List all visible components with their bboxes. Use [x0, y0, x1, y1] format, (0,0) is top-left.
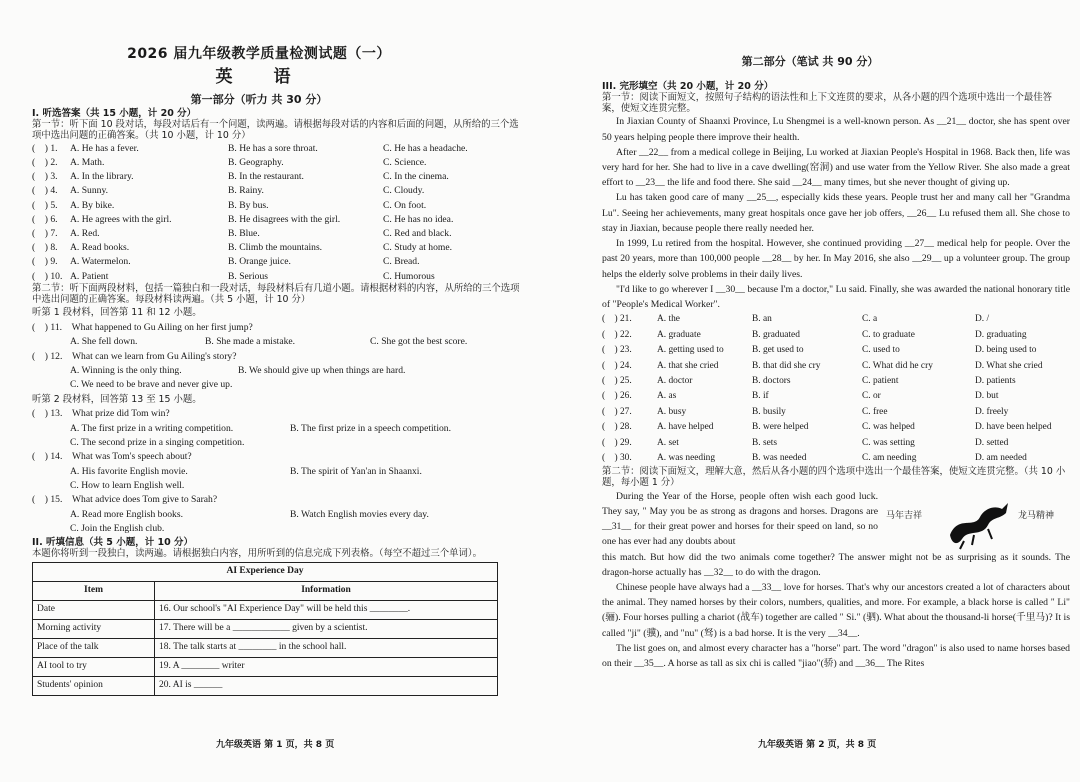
passage-paragraph: Chinese people have always had a __33__ love for horses. That's why our ancestors created a lot of characters about the animal. They named horses by their colors, numbers, qualities, and more. For example, a black horse is called " Li" (骊). Four horses pulling a chariot (战车) together are called " Si." (驷). What about the thousand-li horse(千里马)? It is called "ji" (骥), and "nu" (驽) is a bad horse. It is the very __34__.: [602, 581, 1070, 639]
question-row: [32, 226, 526, 240]
exam-title: 2026 届九年级教学质量检测试题（一）: [127, 46, 391, 62]
passage-paragraph: The list goes on, and almost every character has a "horse" part. The word "dragon" is also used to name horses based on their __35__. A horse as tall as six chi is called "jiao"(骄) and __36__ The Rites: [602, 642, 1070, 670]
question-number: ( ) 6.: [32, 213, 58, 225]
section1-intro: 第一节：听下面 10 段对话，每段对话后有一个问题，读两遍。请根据每段对话的内容和后面的问题，从所给的三个选项中选出问题的正确答案。（共 10 小题，计 10 分）: [32, 118, 519, 141]
table-cell-item: AI tool to try: [33, 657, 155, 676]
choice-d[interactable]: D. but: [975, 391, 999, 402]
question-number: ( ) 4.: [32, 185, 58, 197]
choice-number: ( ) 21.: [602, 314, 632, 325]
choice-b[interactable]: B. sets: [752, 437, 778, 448]
q14-option-c[interactable]: C. How to learn English well.: [70, 479, 185, 491]
option-b[interactable]: B. By bus.: [228, 199, 269, 211]
question-15: ( ) 15. What advice does Tom give to Sarah?: [32, 494, 218, 506]
q13-option-c[interactable]: C. The second prize in a singing competition.: [70, 436, 245, 448]
question-number: ( ) 7.: [32, 227, 58, 239]
choice-b[interactable]: B. doctors: [752, 375, 791, 386]
choice-c[interactable]: C. am needing: [862, 452, 917, 463]
choice-row: [602, 435, 1070, 450]
choice-row: [602, 405, 1070, 420]
question-11: ( ) 11. What happened to Gu Ailing on her first jump?: [32, 322, 253, 334]
q11-option-b[interactable]: B. She made a mistake.: [205, 336, 296, 348]
question-number: ( ) 5.: [32, 199, 58, 211]
choice-row: [602, 420, 1070, 435]
horse-passage-block: [602, 489, 1070, 550]
choice-a[interactable]: A. as: [657, 391, 677, 402]
choice-d[interactable]: D. patients: [975, 375, 1016, 386]
question-row: [32, 184, 526, 198]
cloze-section-title: III. 完形填空（共 20 小题，计 20 分）: [602, 80, 774, 92]
page2-footer: 九年级英语 第 2 页，共 8 页: [758, 739, 877, 750]
choice-b[interactable]: B. get used to: [752, 345, 804, 356]
q15-option-c[interactable]: C. Join the English club.: [70, 522, 165, 534]
exam-page-2: [540, 0, 1080, 782]
cloze-section2-intro: 第二节：阅读下面短文，理解大意，然后从各小题的四个选项中选出一个最佳答案，使短文连贯完整。（共 10 小题，每小题 1 分）: [602, 466, 1066, 489]
table-cell-item: Students' opinion: [33, 676, 155, 695]
choice-b[interactable]: B. graduated: [752, 329, 800, 340]
question-number: ( ) 10.: [32, 270, 63, 282]
q12-option-b[interactable]: B. We should give up when things are hard.: [238, 365, 406, 377]
cloze-section-intro: 第一节：阅读下面短文，按照句子结构的语法性和上下文连贯的要求，从各小题的四个选项中选出一个最佳答案，使短文连贯完整。: [602, 91, 1053, 115]
choice-c[interactable]: C. used to: [862, 345, 900, 356]
choice-number: ( ) 27.: [602, 406, 632, 417]
choice-number: ( ) 28.: [602, 422, 632, 433]
question-number: ( ) 2.: [32, 157, 58, 168]
option-b[interactable]: B. He has a sore throat.: [228, 142, 318, 154]
question-11-options: [32, 335, 526, 349]
question-number: ( ) 3.: [32, 171, 58, 183]
option-c[interactable]: C. Humorous: [383, 270, 435, 282]
question-13: ( ) 13. What prize did Tom win?: [32, 408, 170, 420]
option-a[interactable]: A. Read books.: [70, 242, 130, 254]
choice-row: [602, 451, 1070, 466]
q13-option-a[interactable]: A. The first prize in a writing competition.: [70, 422, 234, 434]
choice-number: ( ) 22.: [602, 329, 632, 340]
option-a[interactable]: A. Sunny.: [70, 185, 109, 197]
choice-c[interactable]: C. patient: [862, 375, 899, 386]
question-number: ( ) 9.: [32, 256, 58, 268]
option-c[interactable]: C. He has a headache.: [383, 142, 468, 154]
option-c[interactable]: C. Red and black.: [383, 227, 452, 239]
choice-d[interactable]: D. /: [975, 314, 990, 325]
table-row: [33, 676, 498, 695]
option-c[interactable]: C. In the cinema.: [383, 171, 449, 183]
option-a[interactable]: A. He has a fever.: [70, 142, 139, 154]
choice-a[interactable]: A. the: [657, 314, 680, 325]
passage-paragraph: Lu has taken good care of many __25__, especially kids these years. People trust her and many call her "Grandma Lu". Seeing her achievements, many great hospitals once gave her job offers, __26__ Lu refused them all. She chose to stay in Jiaxian, because people there really needed her.: [602, 192, 1070, 234]
choice-row: [602, 358, 1070, 373]
question-14-options: [32, 464, 526, 478]
table-cell-info: 18. The talk starts at ________ in the school hall.: [155, 638, 498, 657]
question-row: [32, 198, 526, 212]
passage-paragraph: In Jiaxian County of Shaanxi Province, Lu Shengmei is a well-known person. As __21__ doctor, she has spent over 50 years helping people there improve their health.: [602, 116, 1070, 143]
choice-d[interactable]: D. freely: [975, 406, 1009, 417]
choice-number: ( ) 25.: [602, 375, 632, 386]
option-b[interactable]: B. Blue.: [228, 227, 260, 239]
choice-row: [602, 312, 1070, 327]
choice-d[interactable]: D. have been helped: [975, 422, 1052, 433]
subject-title: 英 语: [215, 67, 303, 88]
choice-a[interactable]: A. getting used to: [657, 345, 724, 356]
choice-d[interactable]: D. setted: [975, 437, 1009, 448]
choice-b[interactable]: B. an: [752, 314, 772, 325]
option-b[interactable]: B. Geography.: [228, 157, 284, 168]
option-a[interactable]: A. Red.: [70, 227, 100, 239]
choice-a[interactable]: A. doctor: [657, 375, 693, 386]
choice-d[interactable]: D. graduating: [975, 329, 1027, 340]
q11-option-c[interactable]: C. She got the best score.: [370, 336, 468, 348]
choice-a[interactable]: A. was needing: [657, 452, 716, 463]
question-row: [32, 269, 526, 283]
section1-title: I. 听选答案（共 15 小题，计 20 分）: [32, 107, 197, 119]
table-caption: AI Experience Day: [33, 562, 498, 581]
dragon-icon: [944, 495, 1014, 551]
option-b[interactable]: B. Serious: [228, 270, 268, 282]
option-c[interactable]: C. Science.: [383, 157, 427, 168]
choice-row: [602, 374, 1070, 389]
choice-number: ( ) 24.: [602, 360, 632, 371]
choice-c[interactable]: C. was helped: [862, 422, 915, 433]
choice-c[interactable]: C. a: [862, 314, 878, 325]
option-c[interactable]: C. He has no idea.: [383, 213, 454, 225]
question-12: ( ) 12. What can we learn from Gu Ailing's story?: [32, 350, 237, 362]
question-row: [32, 170, 526, 184]
passage-paragraph: After __22__ from a medical college in Beijing, Lu worked at Jiaxian People's Hospital in 1968. Back then, life was very hard for her. She had to live in a cave dwelling(窑洞) and use water from the Yellow River. She also made a great effort to __23__ the life and food there. She said __24__ many times, but she never thought of giving up.: [602, 146, 1070, 189]
choice-c[interactable]: C. or: [862, 391, 881, 402]
question-12-options: [32, 364, 526, 378]
choice-a[interactable]: A. have helped: [657, 422, 714, 433]
q11-option-a[interactable]: A. She fell down.: [70, 336, 138, 348]
material2-label: 听第 2 段材料，回答第 13 至 15 小题。: [32, 393, 202, 405]
question-row: [32, 155, 526, 169]
choice-b[interactable]: B. were helped: [752, 422, 809, 433]
q15-option-b[interactable]: B. Watch English movies every day.: [290, 508, 429, 520]
section3-title: II. 听填信息（共 5 小题，计 10 分）: [32, 536, 194, 548]
choice-c[interactable]: C. to graduate: [862, 329, 915, 340]
ai-experience-table: [32, 562, 498, 696]
choice-row: [602, 389, 1070, 404]
question-14: ( ) 14. What was Tom's speech about?: [32, 451, 192, 463]
passage-paragraph: In 1999, Lu retired from the hospital. However, she continued providing __27__ medical help for people. Over the past 20 years, more than 100,000 people __28__ by her. In May 2016, she also __29__ up a volunteer group. The group helps the elderly solve problems in their daily lives.: [602, 238, 1070, 280]
section2-intro: 第二节：听下面两段材料，包括一篇独白和一段对话，每段材料后有几道小题。请根据材料的内容，从所给的三个选项中选出问题的正确答案。每段材料读两遍。（共 5 小题，计 10 分）: [32, 283, 520, 306]
table-cell-item: Morning activity: [33, 619, 155, 638]
table-cell-info: 20. AI is ______: [155, 676, 498, 695]
option-c[interactable]: C. Cloudy.: [383, 185, 425, 197]
choice-b[interactable]: B. that did she cry: [752, 360, 821, 371]
section3-intro: 本题你将听到一段独白，读两遍。请根据独白内容，用所听到的信息完成下列表格。（每空不超过三个单词）。: [32, 547, 482, 559]
choice-number: ( ) 23.: [602, 345, 632, 356]
q13-option-b[interactable]: B. The first prize in a speech competition.: [290, 422, 452, 434]
material1-label: 听第 1 段材料，回答第 11 和 12 小题。: [32, 307, 202, 319]
table-cell-info: 16. Our school's "AI Experience Day" will be held this ________.: [155, 600, 498, 619]
passage-paragraph: this match. But how did the two animals come together? The answer might not be as surprising as it sounds. The dragon-horse actually has __32__ to do with the dragon.: [602, 551, 1070, 578]
table-cell-info: 19. A ________ writer: [155, 657, 498, 676]
option-b[interactable]: B. Climb the mountains.: [228, 242, 323, 254]
choice-row: [602, 328, 1070, 343]
option-a[interactable]: A. Math.: [70, 157, 105, 168]
choice-c[interactable]: C. free: [862, 406, 888, 417]
table-header-item: Item: [33, 581, 155, 600]
table-row: [33, 657, 498, 676]
choice-number: ( ) 29.: [602, 437, 632, 448]
question-row: [32, 241, 526, 255]
page1-footer: 九年级英语 第 1 页，共 8 页: [216, 739, 335, 750]
question-15-options: [32, 507, 526, 521]
question-number: ( ) 1.: [32, 142, 58, 154]
table-row: [33, 638, 498, 657]
table-cell-item: Place of the talk: [33, 638, 155, 657]
option-b[interactable]: B. In the restaurant.: [228, 171, 304, 183]
choice-d[interactable]: D. am needed: [975, 452, 1027, 463]
q14-option-a[interactable]: A. His favorite English movie.: [70, 465, 188, 477]
choice-row: [602, 343, 1070, 358]
table-cell-item: Date: [33, 600, 155, 619]
q12-option-c[interactable]: C. We need to be brave and never give up.: [70, 379, 233, 391]
choice-a[interactable]: A. set: [657, 437, 679, 448]
q15-option-a[interactable]: A. Read more English books.: [70, 508, 183, 520]
horse-passage-opening: During the Year of the Horse, people often wish each good luck. They say, " May you be as strong as dragons and horses. Dragons are __31__ for their great power and horses for their speed on land, so no one has ever had any doubts about: [602, 490, 878, 548]
table-row: [33, 619, 498, 638]
choice-a[interactable]: A. graduate: [657, 329, 701, 340]
question-row: [32, 212, 526, 226]
choice-a[interactable]: A. busy: [657, 406, 687, 417]
choice-a[interactable]: A. that she cried: [657, 360, 719, 371]
choice-b[interactable]: B. if: [752, 391, 769, 402]
choice-d[interactable]: D. being used to: [975, 345, 1037, 356]
caption-horse-luck: 马年吉祥: [886, 510, 923, 521]
option-b[interactable]: B. He disagrees with the girl.: [228, 213, 341, 225]
option-c[interactable]: C. On foot.: [383, 199, 427, 211]
choice-b[interactable]: B. was needed: [752, 452, 807, 463]
option-b[interactable]: B. Orange juice.: [228, 256, 291, 268]
option-a[interactable]: A. In the library.: [70, 171, 134, 183]
option-a[interactable]: A. He agrees with the girl.: [70, 213, 172, 225]
option-a[interactable]: A. By bike.: [70, 199, 115, 211]
cloze-passage-1: [602, 114, 1070, 312]
passage-paragraph: "I'd like to go wherever I __30__ because I'm a doctor," Lu said. Finally, she was awarded the national honorary title of "People's Medical Worker".: [602, 283, 1070, 310]
question-13-options: [32, 421, 526, 435]
question-number: ( ) 8.: [32, 242, 58, 254]
choice-c[interactable]: C. was setting: [862, 437, 915, 448]
dragon-illustration: [878, 489, 1070, 550]
table-header-information: Information: [155, 581, 498, 600]
choice-number: ( ) 26.: [602, 391, 632, 402]
option-a[interactable]: A. Watermelon.: [70, 256, 131, 268]
option-b[interactable]: B. Rainy.: [228, 185, 264, 197]
question-row: [32, 255, 526, 269]
option-c[interactable]: C. Study at home.: [383, 242, 453, 254]
part2-heading: 第二部分（笔试 共 90 分）: [741, 55, 879, 68]
option-c[interactable]: C. Bread.: [383, 256, 420, 268]
question-row: [32, 141, 526, 155]
part1-heading: 第一部分（听力 共 30 分）: [190, 92, 328, 106]
q14-option-b[interactable]: B. The spirit of Yan'an in Shaanxi.: [290, 465, 422, 477]
caption-dragon-spirit: 龙马精神: [1018, 510, 1055, 521]
choice-number: ( ) 30.: [602, 452, 632, 463]
choice-b[interactable]: B. busily: [752, 406, 786, 417]
q12-option-a[interactable]: A. Winning is the only thing.: [70, 365, 182, 377]
questions-1-10: [32, 141, 526, 283]
choice-d[interactable]: D. What she cried: [975, 360, 1043, 371]
cloze-choices: [602, 312, 1070, 466]
choice-c[interactable]: C. What did he cry: [862, 360, 933, 371]
cloze-passage-2: [602, 550, 1070, 672]
table-row: [33, 600, 498, 619]
table-cell-info: 17. There will be a ____________ given by a scientist.: [155, 619, 498, 638]
option-a[interactable]: A. Patient: [70, 270, 109, 282]
